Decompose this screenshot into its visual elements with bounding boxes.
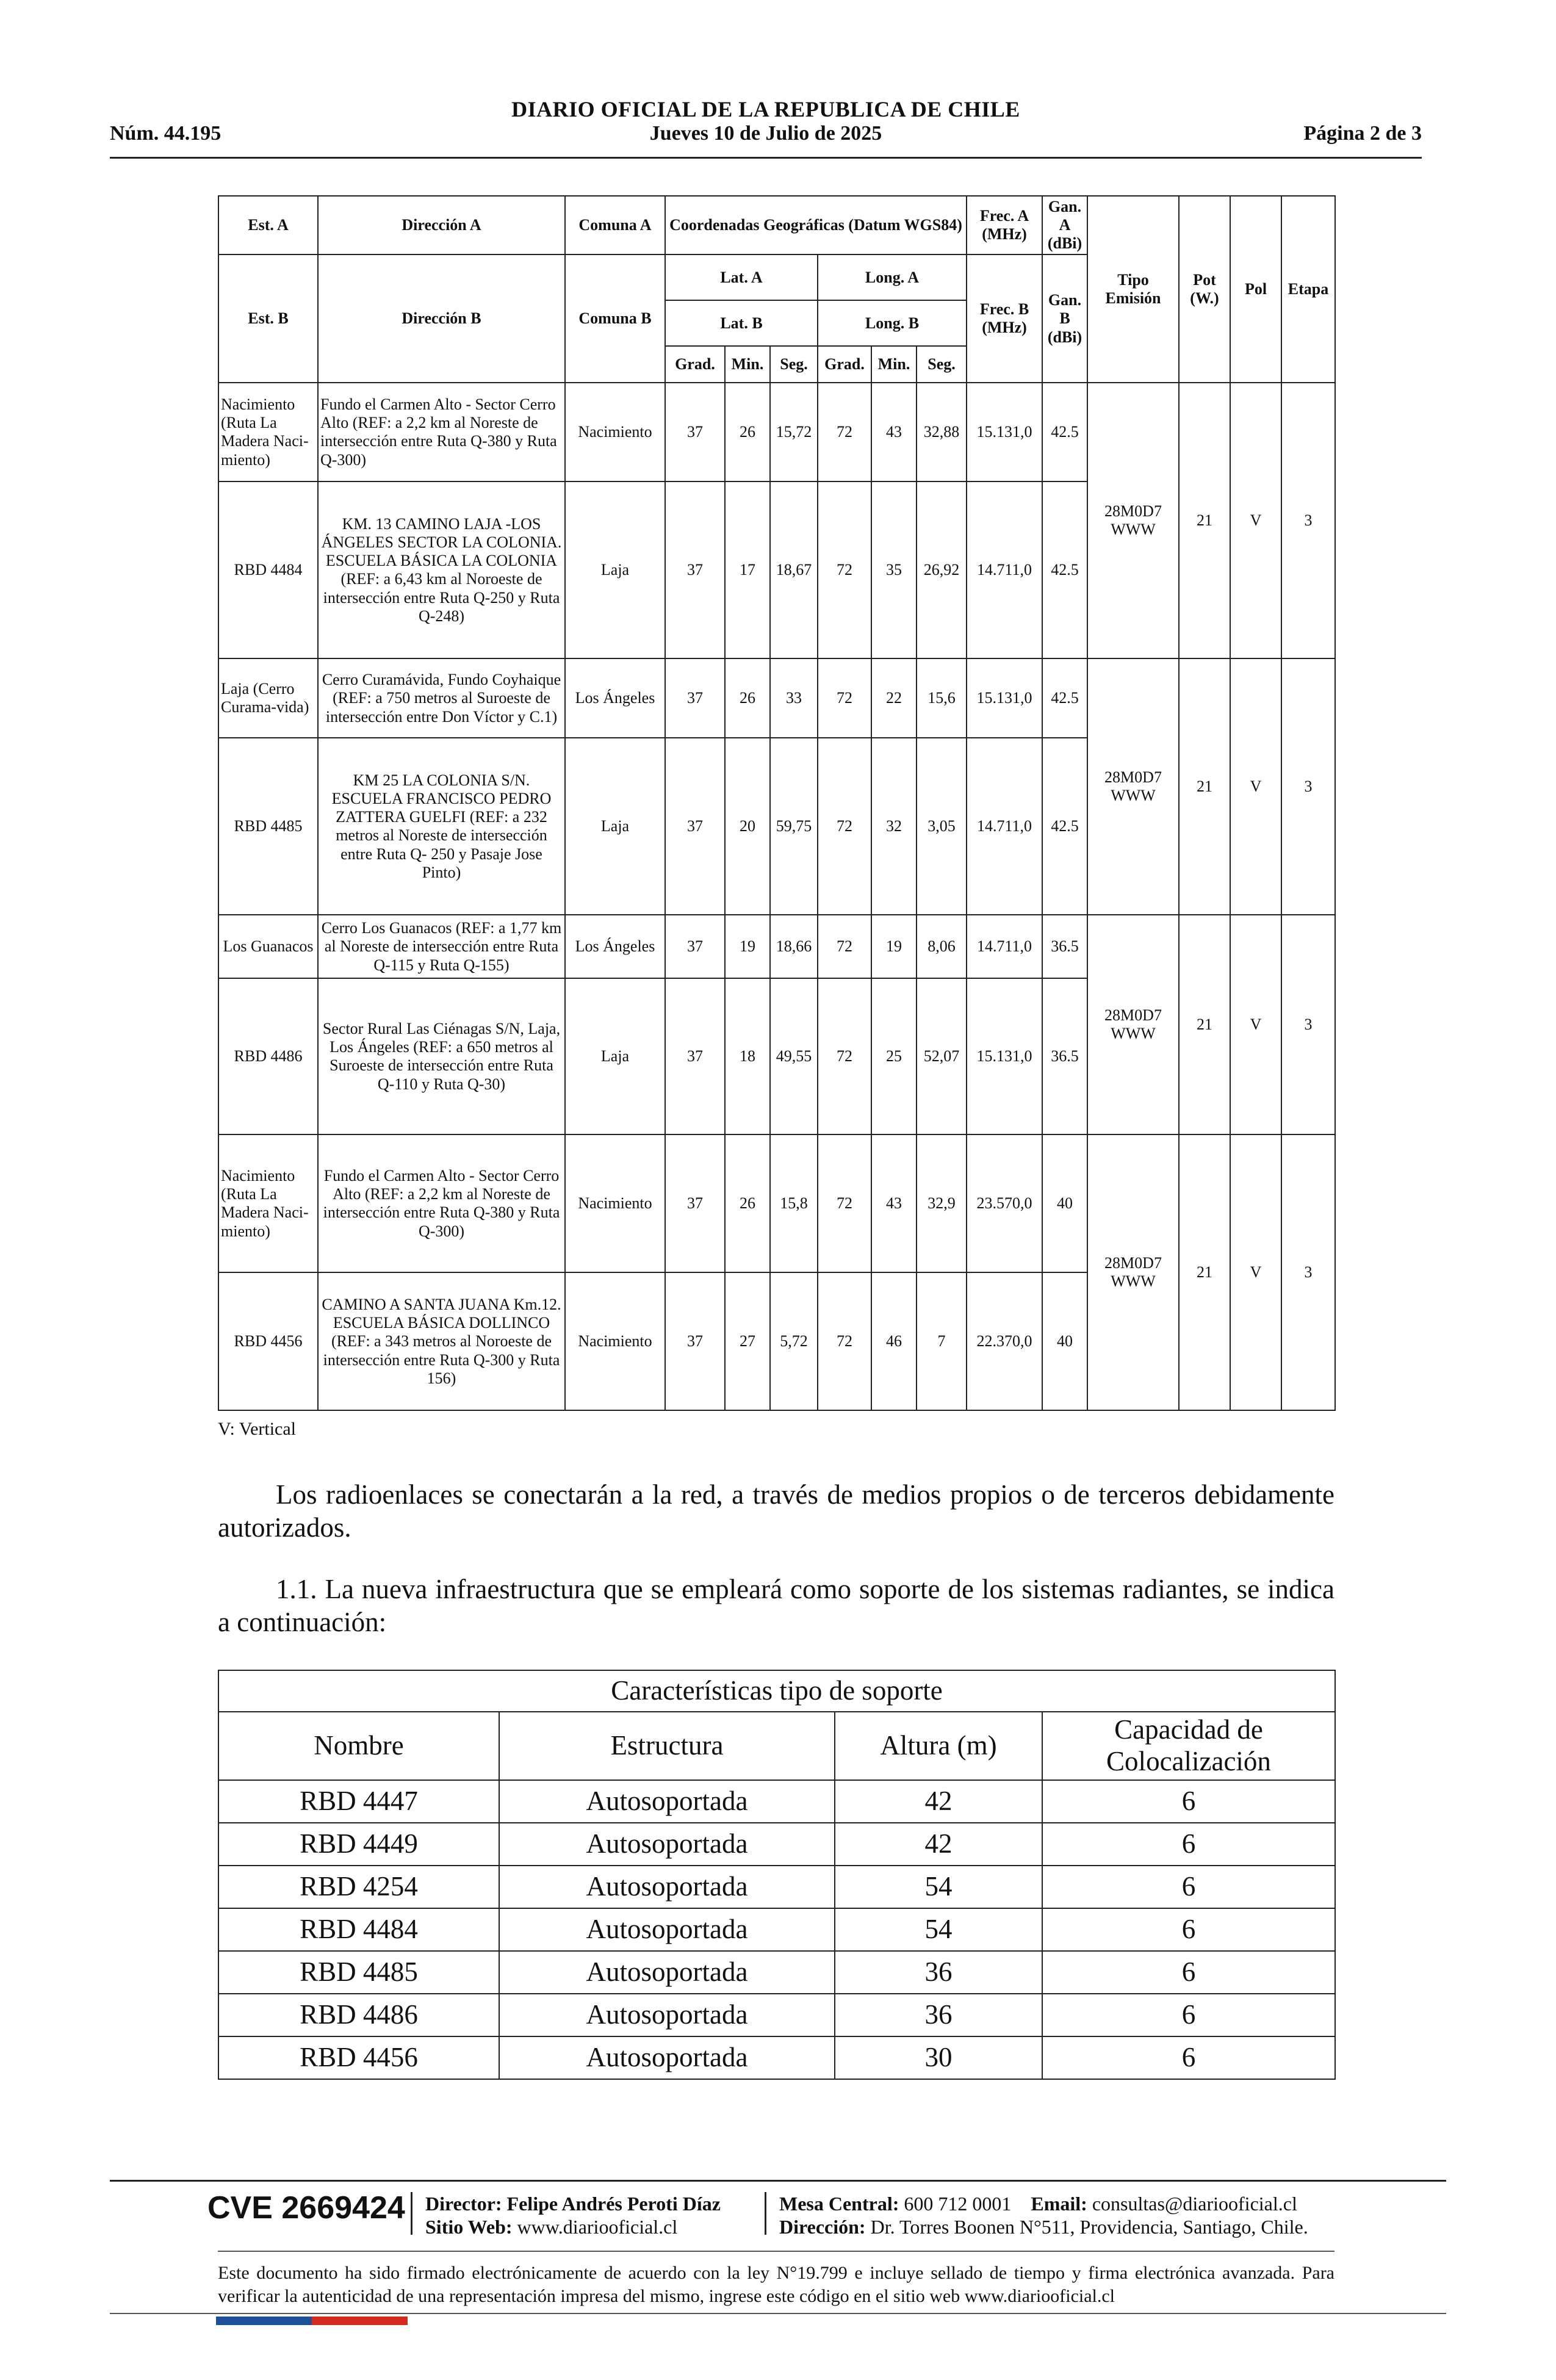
footer-contact-block (779, 2192, 1308, 2239)
long-min-cell: 46 (871, 1272, 917, 1410)
long-grad-cell: 72 (818, 1272, 871, 1410)
potencia-cell: 21 (1179, 1134, 1230, 1410)
long-min-cell: 32 (871, 738, 917, 915)
support-characteristics-table (218, 1670, 1336, 2080)
support-capacity-cell: 6 (1042, 1866, 1335, 1908)
support-structure-cell: Autosoportada (499, 1994, 835, 2036)
legal-notice: Este documento ha sido firmado electrónicamente de acuerdo con la ley N°19.799 e incluye sellado de tiempo y firma electrónica avanzada. Para verificar la autenticidad de una representación impresa del mismo, ingrese este código en el sitio web www.diariooficial.cl (218, 2263, 1334, 2306)
lat-min-cell: 20 (725, 738, 770, 915)
web-label: Sitio Web: (425, 2216, 513, 2238)
etapa-cell: 3 (1281, 383, 1335, 658)
long-seg-cell: 15,6 (917, 658, 967, 738)
long-seg-cell: 8,06 (917, 915, 967, 978)
support-height-cell: 54 (835, 1908, 1042, 1951)
flag-blue-stripe (216, 2317, 312, 2325)
long-grad-cell: 72 (818, 1134, 871, 1272)
address-cell: Cerro Curamávida, Fundo Coyhaique (REF: a 750 metros al Suroeste de intersección entre Don Víctor y C.1) (318, 658, 565, 738)
etapa-cell: 3 (1281, 1134, 1335, 1410)
long-min-cell: 43 (871, 383, 917, 481)
lat-seg-cell: 5,72 (770, 1272, 818, 1410)
long-min-cell: 35 (871, 481, 917, 658)
header-nombre: Nombre (218, 1712, 499, 1780)
long-grad-cell: 72 (818, 915, 871, 978)
tipo-emision-cell: 28M0D7 WWW (1087, 1134, 1179, 1410)
gain-cell: 42.5 (1042, 383, 1087, 481)
address-label: Dirección: (779, 2216, 866, 2238)
header-potencia: Pot (W.) (1179, 196, 1230, 383)
support-capacity-cell: 6 (1042, 1780, 1335, 1823)
table-row (218, 1780, 1335, 1823)
lat-seg-cell: 59,75 (770, 738, 818, 915)
cve-code: CVE 2669424 (207, 2190, 405, 2226)
issue-number: Núm. 44.195 (110, 122, 222, 145)
support-capacity-cell: 6 (1042, 1994, 1335, 2036)
support-height-cell: 36 (835, 1994, 1042, 2036)
support-structure-cell: Autosoportada (499, 1866, 835, 1908)
lat-grad-cell: 37 (665, 978, 725, 1134)
long-seg-cell: 52,07 (917, 978, 967, 1134)
table-row (218, 1134, 1335, 1272)
gain-cell: 40 (1042, 1272, 1087, 1410)
address-cell: Fundo el Carmen Alto - Sector Cerro Alto (REF: a 2,2 km al Noreste de intersección entre Ruta Q-380 y Ruta Q-300) (318, 383, 565, 481)
address-cell: Fundo el Carmen Alto - Sector Cerro Alto (REF: a 2,2 km al Noreste de intersección entre Ruta Q-380 y Ruta Q-300) (318, 1134, 565, 1272)
pol-cell: V (1230, 658, 1281, 915)
lat-min-cell: 26 (725, 1134, 770, 1272)
station-cell: Laja (Cerro Curama-vida) (218, 658, 318, 738)
address-text: Dr. Torres Boonen N°511, Providencia, Santiago, Chile. (870, 2216, 1308, 2238)
long-grad-cell: 72 (818, 978, 871, 1134)
support-structure-cell: Autosoportada (499, 1823, 835, 1866)
footer-divider (110, 2180, 1446, 2182)
lat-grad-cell: 37 (665, 1272, 725, 1410)
header-etapa: Etapa (1281, 196, 1335, 383)
flag-red-stripe (312, 2317, 408, 2325)
support-capacity-cell: 6 (1042, 1908, 1335, 1951)
lat-min-cell: 26 (725, 658, 770, 738)
footer-bottom-rule (110, 2313, 1446, 2314)
pol-cell: V (1230, 383, 1281, 658)
support-name-cell: RBD 4449 (218, 1823, 499, 1866)
header-altura: Altura (m) (835, 1712, 1042, 1780)
header-long-b: Long. B (818, 300, 967, 346)
table-row (218, 383, 1335, 481)
page-number: Página 2 de 3 (1303, 122, 1422, 145)
header-direccion-a: Dirección A (318, 196, 565, 254)
support-name-cell: RBD 4486 (218, 1994, 499, 2036)
long-seg-cell: 32,88 (917, 383, 967, 481)
support-capacity-cell: 6 (1042, 1823, 1335, 1866)
lat-grad-cell: 37 (665, 915, 725, 978)
frequency-cell: 14.711,0 (967, 738, 1042, 915)
station-cell: RBD 4456 (218, 1272, 318, 1410)
frequency-cell: 14.711,0 (967, 481, 1042, 658)
long-min-cell: 22 (871, 658, 917, 738)
footer-separator (765, 2192, 766, 2235)
long-min-cell: 19 (871, 915, 917, 978)
comuna-cell: Nacimiento (565, 1134, 665, 1272)
web-link[interactable]: www.diariooficial.cl (517, 2216, 678, 2238)
station-cell: RBD 4486 (218, 978, 318, 1134)
header-est-b: Est. B (218, 254, 318, 383)
publication-title: DIARIO OFICIAL DE LA REPUBLICA DE CHILE (511, 97, 1020, 121)
comuna-cell: Los Ángeles (565, 915, 665, 978)
lat-seg-cell: 15,72 (770, 383, 818, 481)
support-name-cell: RBD 4254 (218, 1866, 499, 1908)
address-cell: Cerro Los Guanacos (REF: a 1,77 km al Noreste de intersección entre Ruta Q-115 y Ruta Q-155) (318, 915, 565, 978)
tipo-emision-cell: 28M0D7 WWW (1087, 383, 1179, 658)
lat-min-cell: 26 (725, 383, 770, 481)
table-row (218, 1823, 1335, 1866)
support-height-cell: 30 (835, 2036, 1042, 2079)
long-seg-cell: 3,05 (917, 738, 967, 915)
table-row (218, 1866, 1335, 1908)
station-cell: RBD 4485 (218, 738, 318, 915)
long-grad-cell: 72 (818, 738, 871, 915)
comuna-cell: Nacimiento (565, 1272, 665, 1410)
footer-separator (411, 2192, 412, 2235)
frequency-cell: 14.711,0 (967, 915, 1042, 978)
support-table-caption: Características tipo de soporte (218, 1670, 1335, 1712)
header-direccion-b: Dirección B (318, 254, 565, 383)
gain-cell: 42.5 (1042, 481, 1087, 658)
polarization-note: V: Vertical (218, 1419, 297, 1439)
lat-seg-cell: 18,66 (770, 915, 818, 978)
long-grad-cell: 72 (818, 658, 871, 738)
header-grad-lat: Grad. (665, 346, 725, 383)
header-comuna-b: Comuna B (565, 254, 665, 383)
station-cell: Nacimiento (Ruta La Madera Naci-miento) (218, 383, 318, 481)
header-lat-b: Lat. B (665, 300, 818, 346)
table-row (218, 1908, 1335, 1951)
header-estructura: Estructura (499, 1712, 835, 1780)
footer-divider-secondary (218, 2251, 1334, 2252)
lat-grad-cell: 37 (665, 383, 725, 481)
long-seg-cell: 26,92 (917, 481, 967, 658)
gain-cell: 40 (1042, 1134, 1087, 1272)
support-name-cell: RBD 4456 (218, 2036, 499, 2079)
header-lat-a: Lat. A (665, 254, 818, 300)
support-name-cell: RBD 4484 (218, 1908, 499, 1951)
header-coordinates: Coordenadas Geográficas (Datum WGS84) (665, 196, 967, 254)
lat-seg-cell: 15,8 (770, 1134, 818, 1272)
support-structure-cell: Autosoportada (499, 1951, 835, 1994)
mesa-label: Mesa Central: (779, 2193, 899, 2215)
station-cell: Los Guanacos (218, 915, 318, 978)
email-label: Email: (1031, 2193, 1087, 2215)
address-cell: CAMINO A SANTA JUANA Km.12. ESCUELA BÁSICA DOLLINCO (REF: a 343 metros al Noroeste de intersección entre Ruta Q-300 y Ruta 156) (318, 1272, 565, 1410)
header-seg-long: Seg. (917, 346, 967, 383)
support-structure-cell: Autosoportada (499, 2036, 835, 2079)
address-cell: KM 25 LA COLONIA S/N. ESCUELA FRANCISCO PEDRO ZATTERA GUELFI (REF: a 232 metros al Noreste de intersección entre Ruta Q- 250 y Pasaje Jose Pinto) (318, 738, 565, 915)
header-tipo-emision: Tipo Emisión (1087, 196, 1179, 383)
gain-cell: 36.5 (1042, 978, 1087, 1134)
comuna-cell: Laja (565, 481, 665, 658)
pol-cell: V (1230, 1134, 1281, 1410)
header-gan-b: Gan. B (dBi) (1042, 254, 1087, 383)
header-min-lat: Min. (725, 346, 770, 383)
frequency-cell: 15.131,0 (967, 658, 1042, 738)
frequency-cell: 15.131,0 (967, 978, 1042, 1134)
support-capacity-cell: 6 (1042, 1951, 1335, 1994)
etapa-cell: 3 (1281, 915, 1335, 1134)
long-grad-cell: 72 (818, 383, 871, 481)
table-row (218, 2036, 1335, 2079)
mesa-phone: 600 712 0001 (904, 2193, 1012, 2215)
potencia-cell: 21 (1179, 383, 1230, 658)
table-row (218, 658, 1335, 738)
tipo-emision-cell: 28M0D7 WWW (1087, 915, 1179, 1134)
potencia-cell: 21 (1179, 915, 1230, 1134)
header-capacidad: Capacidad de Colocalización (1042, 1712, 1335, 1780)
gain-cell: 36.5 (1042, 915, 1087, 978)
radio-links-table (218, 195, 1336, 1411)
frequency-cell: 22.370,0 (967, 1272, 1042, 1410)
lat-seg-cell: 18,67 (770, 481, 818, 658)
station-cell: Nacimiento (Ruta La Madera Naci-miento) (218, 1134, 318, 1272)
footer-director-block (425, 2192, 721, 2239)
lat-grad-cell: 37 (665, 738, 725, 915)
lat-grad-cell: 37 (665, 481, 725, 658)
support-name-cell: RBD 4485 (218, 1951, 499, 1994)
long-seg-cell: 7 (917, 1272, 967, 1410)
comuna-cell: Laja (565, 978, 665, 1134)
header-gan-a: Gan. A (dBi) (1042, 196, 1087, 254)
comuna-cell: Nacimiento (565, 383, 665, 481)
chile-flag-stripe (216, 2317, 408, 2325)
table-row (218, 1994, 1335, 2036)
support-capacity-cell: 6 (1042, 2036, 1335, 2079)
lat-min-cell: 27 (725, 1272, 770, 1410)
header-seg-lat: Seg. (770, 346, 818, 383)
header-comuna-a: Comuna A (565, 196, 665, 254)
long-grad-cell: 72 (818, 481, 871, 658)
frequency-cell: 23.570,0 (967, 1134, 1042, 1272)
station-cell: RBD 4484 (218, 481, 318, 658)
support-height-cell: 42 (835, 1823, 1042, 1866)
comuna-cell: Los Ángeles (565, 658, 665, 738)
email-link[interactable]: consultas@diariooficial.cl (1092, 2193, 1297, 2215)
publication-date: Jueves 10 de Julio de 2025 (649, 122, 882, 145)
paragraph-infrastructure: 1.1. La nueva infraestructura que se empleará como soporte de los sistemas radiantes, se indica a continuación: (218, 1574, 1334, 1637)
support-height-cell: 54 (835, 1866, 1042, 1908)
address-cell: KM. 13 CAMINO LAJA -LOS ÁNGELES SECTOR LA COLONIA. ESCUELA BÁSICA LA COLONIA (REF: a 6,43 km al Noroeste de intersección entre Ruta Q-250 y Ruta Q-248) (318, 481, 565, 658)
paragraph-radiolinks: Los radioenlaces se conectarán a la red, a través de medios propios o de terceros debidamente autorizados. (218, 1479, 1334, 1543)
header-pol: Pol (1230, 196, 1281, 383)
page-header (110, 92, 1422, 159)
table-row (218, 1951, 1335, 1994)
potencia-cell: 21 (1179, 658, 1230, 915)
gain-cell: 42.5 (1042, 738, 1087, 915)
lat-grad-cell: 37 (665, 1134, 725, 1272)
support-height-cell: 42 (835, 1780, 1042, 1823)
long-min-cell: 25 (871, 978, 917, 1134)
tipo-emision-cell: 28M0D7 WWW (1087, 658, 1179, 915)
lat-seg-cell: 49,55 (770, 978, 818, 1134)
header-frec-a: Frec. A (MHz) (967, 196, 1042, 254)
support-structure-cell: Autosoportada (499, 1780, 835, 1823)
gain-cell: 42.5 (1042, 658, 1087, 738)
header-grad-long: Grad. (818, 346, 871, 383)
etapa-cell: 3 (1281, 658, 1335, 915)
pol-cell: V (1230, 915, 1281, 1134)
director-label: Director: (425, 2193, 502, 2215)
long-min-cell: 43 (871, 1134, 917, 1272)
address-cell: Sector Rural Las Ciénagas S/N, Laja, Los Ángeles (REF: a 650 metros al Suroeste de intersección entre Ruta Q-110 y Ruta Q-30) (318, 978, 565, 1134)
lat-min-cell: 17 (725, 481, 770, 658)
header-divider (110, 157, 1422, 159)
support-name-cell: RBD 4447 (218, 1780, 499, 1823)
header-long-a: Long. A (818, 254, 967, 300)
lat-min-cell: 19 (725, 915, 770, 978)
long-seg-cell: 32,9 (917, 1134, 967, 1272)
frequency-cell: 15.131,0 (967, 383, 1042, 481)
director-name: Felipe Andrés Peroti Díaz (506, 2193, 721, 2215)
comuna-cell: Laja (565, 738, 665, 915)
header-frec-b: Frec. B (MHz) (967, 254, 1042, 383)
header-min-long: Min. (871, 346, 917, 383)
support-height-cell: 36 (835, 1951, 1042, 1994)
lat-seg-cell: 33 (770, 658, 818, 738)
header-est-a: Est. A (218, 196, 318, 254)
lat-min-cell: 18 (725, 978, 770, 1134)
table-row (218, 915, 1335, 978)
support-structure-cell: Autosoportada (499, 1908, 835, 1951)
lat-grad-cell: 37 (665, 658, 725, 738)
